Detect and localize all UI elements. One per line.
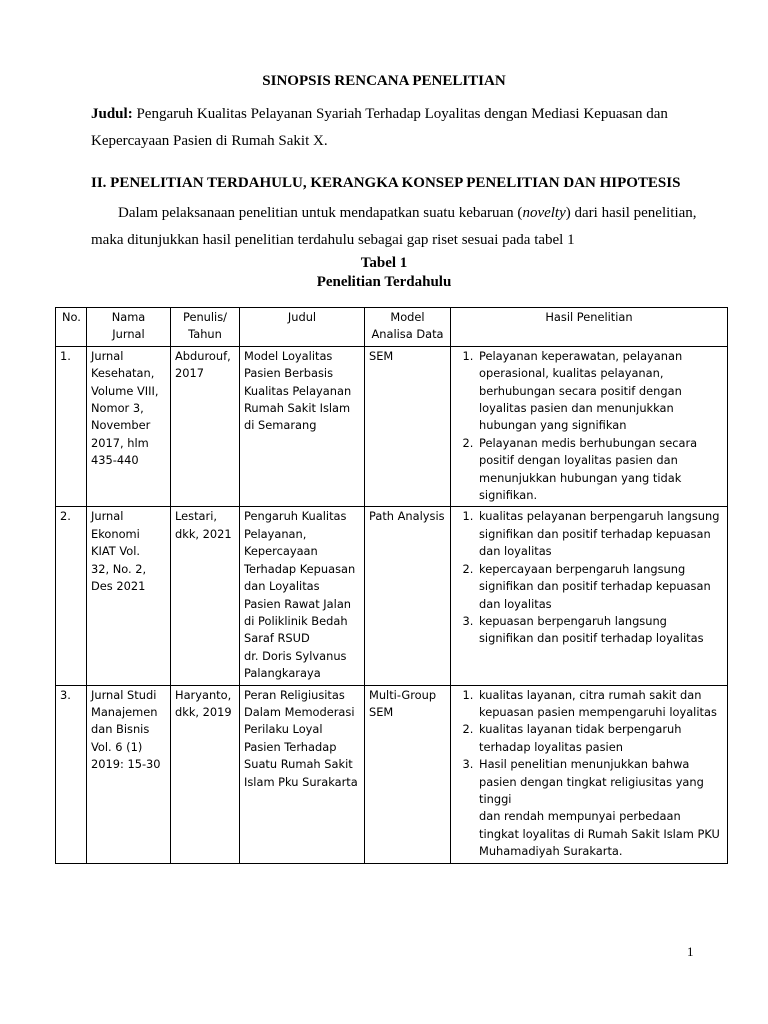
hasil-continuation: dan rendah mempunyai perbedaan tingkat loyalitas di Rumah Sakit Islam PKU Muhamadiyah Surakarta. [479, 809, 720, 859]
para-text-1: Dalam pelaksanaan penelitian untuk mendapatkan suatu kebaruan ( [118, 205, 523, 221]
table-subcaption: Penelitian Terdahulu [316, 274, 452, 290]
judul-label: Judul: [91, 106, 133, 122]
document-title: SINOPSIS RENCANA PENELITIAN [262, 73, 506, 89]
cell-hasil [451, 507, 728, 685]
cell-model: Path Analysis [365, 507, 451, 685]
page-number: 1 [687, 944, 694, 959]
table-header-row [56, 308, 728, 347]
cell-penulis: Lestari, dkk, 2021 [171, 507, 240, 685]
table-row [56, 685, 728, 863]
hasil-item: 2. kepercayaan berpengaruh langsung signifikan dan positif terhadap kepuasan dan loyalitas [477, 561, 723, 613]
cell-judul: Pengaruh Kualitas Pelayanan, Kepercayaan Terhadap Kepuasan dan Loyalitas Pasien Rawat Jalan di Poliklinik Bedah Saraf RSUD dr. Doris Sylvanus Palangkaraya [240, 507, 365, 685]
hasil-item: 1. Pelayanan keperawatan, pelayanan operasional, kualitas pelayanan, berhubungan secara positif dengan loyalitas pasien dan menunjukkan hubungan yang signifikan [477, 348, 723, 435]
cell-no: 2. [56, 507, 87, 685]
cell-hasil [451, 685, 728, 863]
cell-penulis: Abdurouf, 2017 [171, 346, 240, 507]
cell-hasil [451, 346, 728, 507]
header-penulis: Penulis/ Tahun [171, 308, 240, 347]
header-judul: Judul [240, 308, 365, 347]
cell-no: 1. [56, 346, 87, 507]
header-jurnal: Nama Jurnal [87, 308, 171, 347]
header-model: Model Analisa Data [365, 308, 451, 347]
section-heading: II. PENELITIAN TERDAHULU, KERANGKA KONSEP PENELITIAN DAN HIPOTESIS [91, 175, 681, 191]
hasil-item: 1. kualitas pelayanan berpengaruh langsung signifikan dan positif terhadap kepuasan dan loyalitas [477, 508, 723, 560]
table-row [56, 507, 728, 685]
intro-paragraph [91, 200, 703, 254]
hasil-item: 2. kualitas layanan tidak berpengaruh terhadap loyalitas pasien [477, 721, 723, 756]
para-text-2: ) dari hasil penelitian, maka ditunjukkan hasil penelitian terdahulu sebagai gap riset sesuai pada tabel 1 [91, 205, 697, 248]
hasil-item: 1. kualitas layanan, citra rumah sakit dan kepuasan pasien mempengaruhi loyalitas [477, 687, 723, 722]
table-caption: Tabel 1 [360, 255, 408, 271]
cell-jurnal: Jurnal Kesehatan, Volume VIII, Nomor 3, November 2017, hlm 435-440 [87, 346, 171, 507]
hasil-item: 3. kepuasan berpengaruh langsung signifikan dan positif terhadap loyalitas [477, 613, 723, 648]
judul-text: Pengaruh Kualitas Pelayanan Syariah Terhadap Loyalitas dengan Mediasi Kepuasan dan Kepercayaan Pasien di Rumah Sakit X. [91, 106, 668, 149]
header-hasil: Hasil Penelitian [451, 308, 728, 347]
table-row [56, 346, 728, 507]
hasil-item: 3. Hasil penelitian menunjukkan bahwa pasien dengan tingkat religiusitas yang tinggi [477, 756, 723, 808]
cell-model: Multi-Group SEM [365, 685, 451, 863]
cell-judul: Model Loyalitas Pasien Berbasis Kualitas Pelayanan Rumah Sakit Islam di Semarang [240, 346, 365, 507]
cell-jurnal: Jurnal Ekonomi KIAT Vol. 32, No. 2, Des 2021 [87, 507, 171, 685]
previous-research-table [55, 307, 728, 864]
cell-judul: Peran Religiusitas Dalam Memoderasi Perilaku Loyal Pasien Terhadap Suatu Rumah Sakit Islam Pku Surakarta [240, 685, 365, 863]
hasil-item: 2. Pelayanan medis berhubungan secara positif dengan loyalitas pasien dan menunjukkan hubungan yang tidak signifikan. [477, 435, 723, 505]
header-no: No. [56, 308, 87, 347]
cell-no: 3. [56, 685, 87, 863]
cell-penulis: Haryanto, dkk, 2019 [171, 685, 240, 863]
research-title [91, 101, 701, 155]
cell-model: SEM [365, 346, 451, 507]
cell-jurnal: Jurnal Studi Manajemen dan Bisnis Vol. 6 (1) 2019: 15-30 [87, 685, 171, 863]
para-italic: novelty [522, 205, 566, 221]
